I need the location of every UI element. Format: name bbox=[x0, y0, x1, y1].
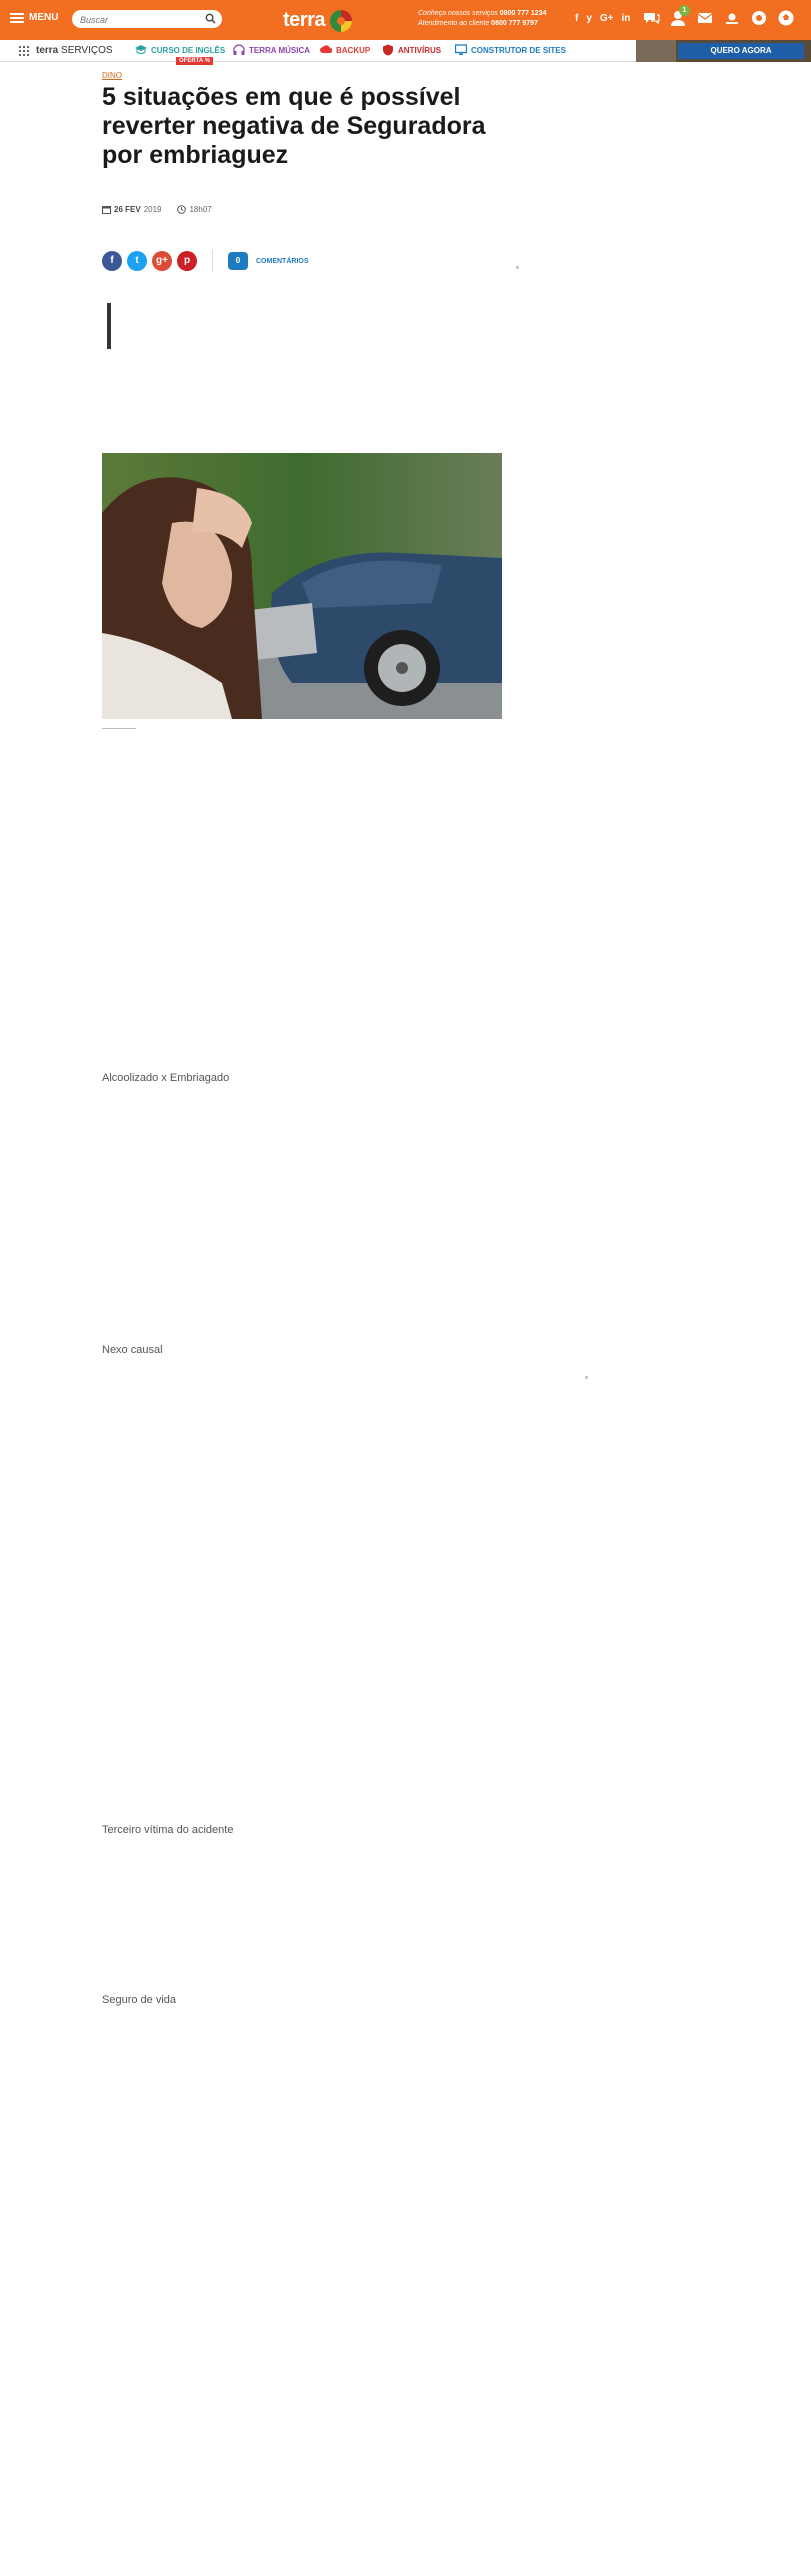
article-title: 5 situações em que é possível reverter negativa de Seguradora por embriaguez bbox=[102, 83, 486, 169]
contact-line2-number[interactable]: 0800 777 9797 bbox=[491, 20, 538, 27]
menu-button[interactable] bbox=[10, 12, 58, 23]
decor-dot bbox=[516, 266, 519, 269]
terra-services-label bbox=[36, 45, 113, 56]
hamburger-icon bbox=[10, 13, 24, 23]
google-plus-icon[interactable]: G+ bbox=[599, 13, 614, 24]
top-bar bbox=[0, 0, 811, 40]
notification-badge: 1 bbox=[679, 5, 690, 16]
section-2 bbox=[102, 1070, 502, 1086]
search-icon[interactable] bbox=[205, 13, 216, 24]
section-5 bbox=[102, 1992, 502, 2008]
section-4 bbox=[102, 1822, 502, 1838]
mail-icon[interactable] bbox=[696, 9, 714, 27]
search-box bbox=[72, 10, 222, 28]
promo-image bbox=[636, 40, 676, 62]
headphones-icon bbox=[233, 44, 245, 56]
article-date: 26 FEV bbox=[114, 205, 141, 214]
calendar-icon bbox=[102, 205, 111, 214]
article-year: 2019 bbox=[143, 205, 162, 214]
share-pinterest-icon[interactable]: p bbox=[177, 251, 197, 271]
article-intro bbox=[120, 301, 500, 441]
user-notifications[interactable] bbox=[669, 9, 687, 27]
section-heading: Terceiro vítima do acidente bbox=[102, 1824, 234, 1836]
weather-icon[interactable] bbox=[723, 9, 741, 27]
service-label: CONSTRUTOR DE SITES bbox=[471, 45, 566, 55]
decor-dot bbox=[585, 1376, 588, 1379]
monitor-icon bbox=[455, 44, 467, 56]
chat-icon[interactable] bbox=[642, 9, 660, 27]
offer-badge: OFERTA % bbox=[176, 57, 213, 65]
terra-logo-icon bbox=[327, 6, 357, 34]
comment-count: 0 bbox=[228, 252, 248, 270]
clock-icon bbox=[177, 205, 186, 214]
share-twitter-icon[interactable]: t bbox=[127, 251, 147, 271]
article-kicker[interactable]: DINO bbox=[102, 71, 122, 80]
soccer-icon[interactable] bbox=[777, 9, 795, 27]
section-3 bbox=[102, 1342, 502, 1358]
section-heading: Alcoolizado x Embriagado bbox=[102, 1072, 230, 1084]
article-meta bbox=[102, 205, 212, 214]
car-accident-photo bbox=[102, 453, 502, 719]
service-antivirus[interactable] bbox=[382, 44, 441, 56]
service-label: CURSO DE INGLÊS bbox=[151, 45, 226, 55]
service-label: ANTIVÍRUS bbox=[398, 45, 442, 55]
service-backup[interactable] bbox=[320, 44, 370, 56]
share-google-plus-icon[interactable]: g+ bbox=[152, 251, 172, 271]
logo-text: terra bbox=[283, 8, 325, 31]
promo-button[interactable]: QUERO AGORA bbox=[678, 43, 804, 59]
caption-rule bbox=[102, 728, 136, 729]
service-label: BACKUP bbox=[336, 45, 371, 55]
article-time: 18h07 bbox=[189, 205, 212, 214]
section-heading: Nexo causal bbox=[102, 1344, 163, 1356]
services-label: SERVIÇOS bbox=[61, 45, 113, 56]
shield-icon bbox=[382, 44, 394, 56]
comments-label: COMENTÁRIOS bbox=[256, 257, 309, 265]
service-terra-musica[interactable] bbox=[233, 44, 310, 56]
comments-link[interactable] bbox=[228, 252, 309, 270]
service-label: TERRA MÚSICA bbox=[249, 45, 311, 55]
service-curso-ingles[interactable] bbox=[135, 44, 225, 56]
contact-line2-label: Atendimento ao cliente bbox=[418, 20, 490, 27]
header-icons bbox=[642, 9, 795, 27]
terra-logo[interactable] bbox=[283, 6, 357, 34]
apps-grid-icon[interactable] bbox=[19, 46, 29, 56]
contact-info bbox=[418, 9, 546, 29]
share-facebook-icon[interactable]: f bbox=[102, 251, 122, 271]
linkedin-icon[interactable]: in bbox=[621, 13, 631, 24]
search-input[interactable] bbox=[72, 11, 197, 29]
share-bar bbox=[102, 250, 309, 272]
promo-banner bbox=[636, 40, 811, 62]
twitter-icon[interactable]: y bbox=[586, 13, 592, 24]
section-heading: Seguro de vida bbox=[102, 1994, 176, 2006]
facebook-icon[interactable]: f bbox=[575, 13, 579, 24]
dropcap-bar bbox=[107, 303, 111, 349]
article-image bbox=[102, 453, 502, 719]
horoscope-icon[interactable] bbox=[750, 9, 768, 27]
backup-icon bbox=[320, 44, 332, 56]
graduation-icon bbox=[135, 44, 147, 56]
social-links bbox=[575, 13, 630, 24]
contact-line1-number[interactable]: 0800 777 1234 bbox=[499, 10, 547, 17]
contact-line1-label: Conheça nossos serviços bbox=[418, 10, 498, 17]
service-construtor-sites[interactable] bbox=[455, 44, 566, 56]
terra-label: terra bbox=[36, 45, 59, 56]
menu-label: MENU bbox=[29, 12, 59, 23]
share-divider bbox=[212, 250, 213, 272]
